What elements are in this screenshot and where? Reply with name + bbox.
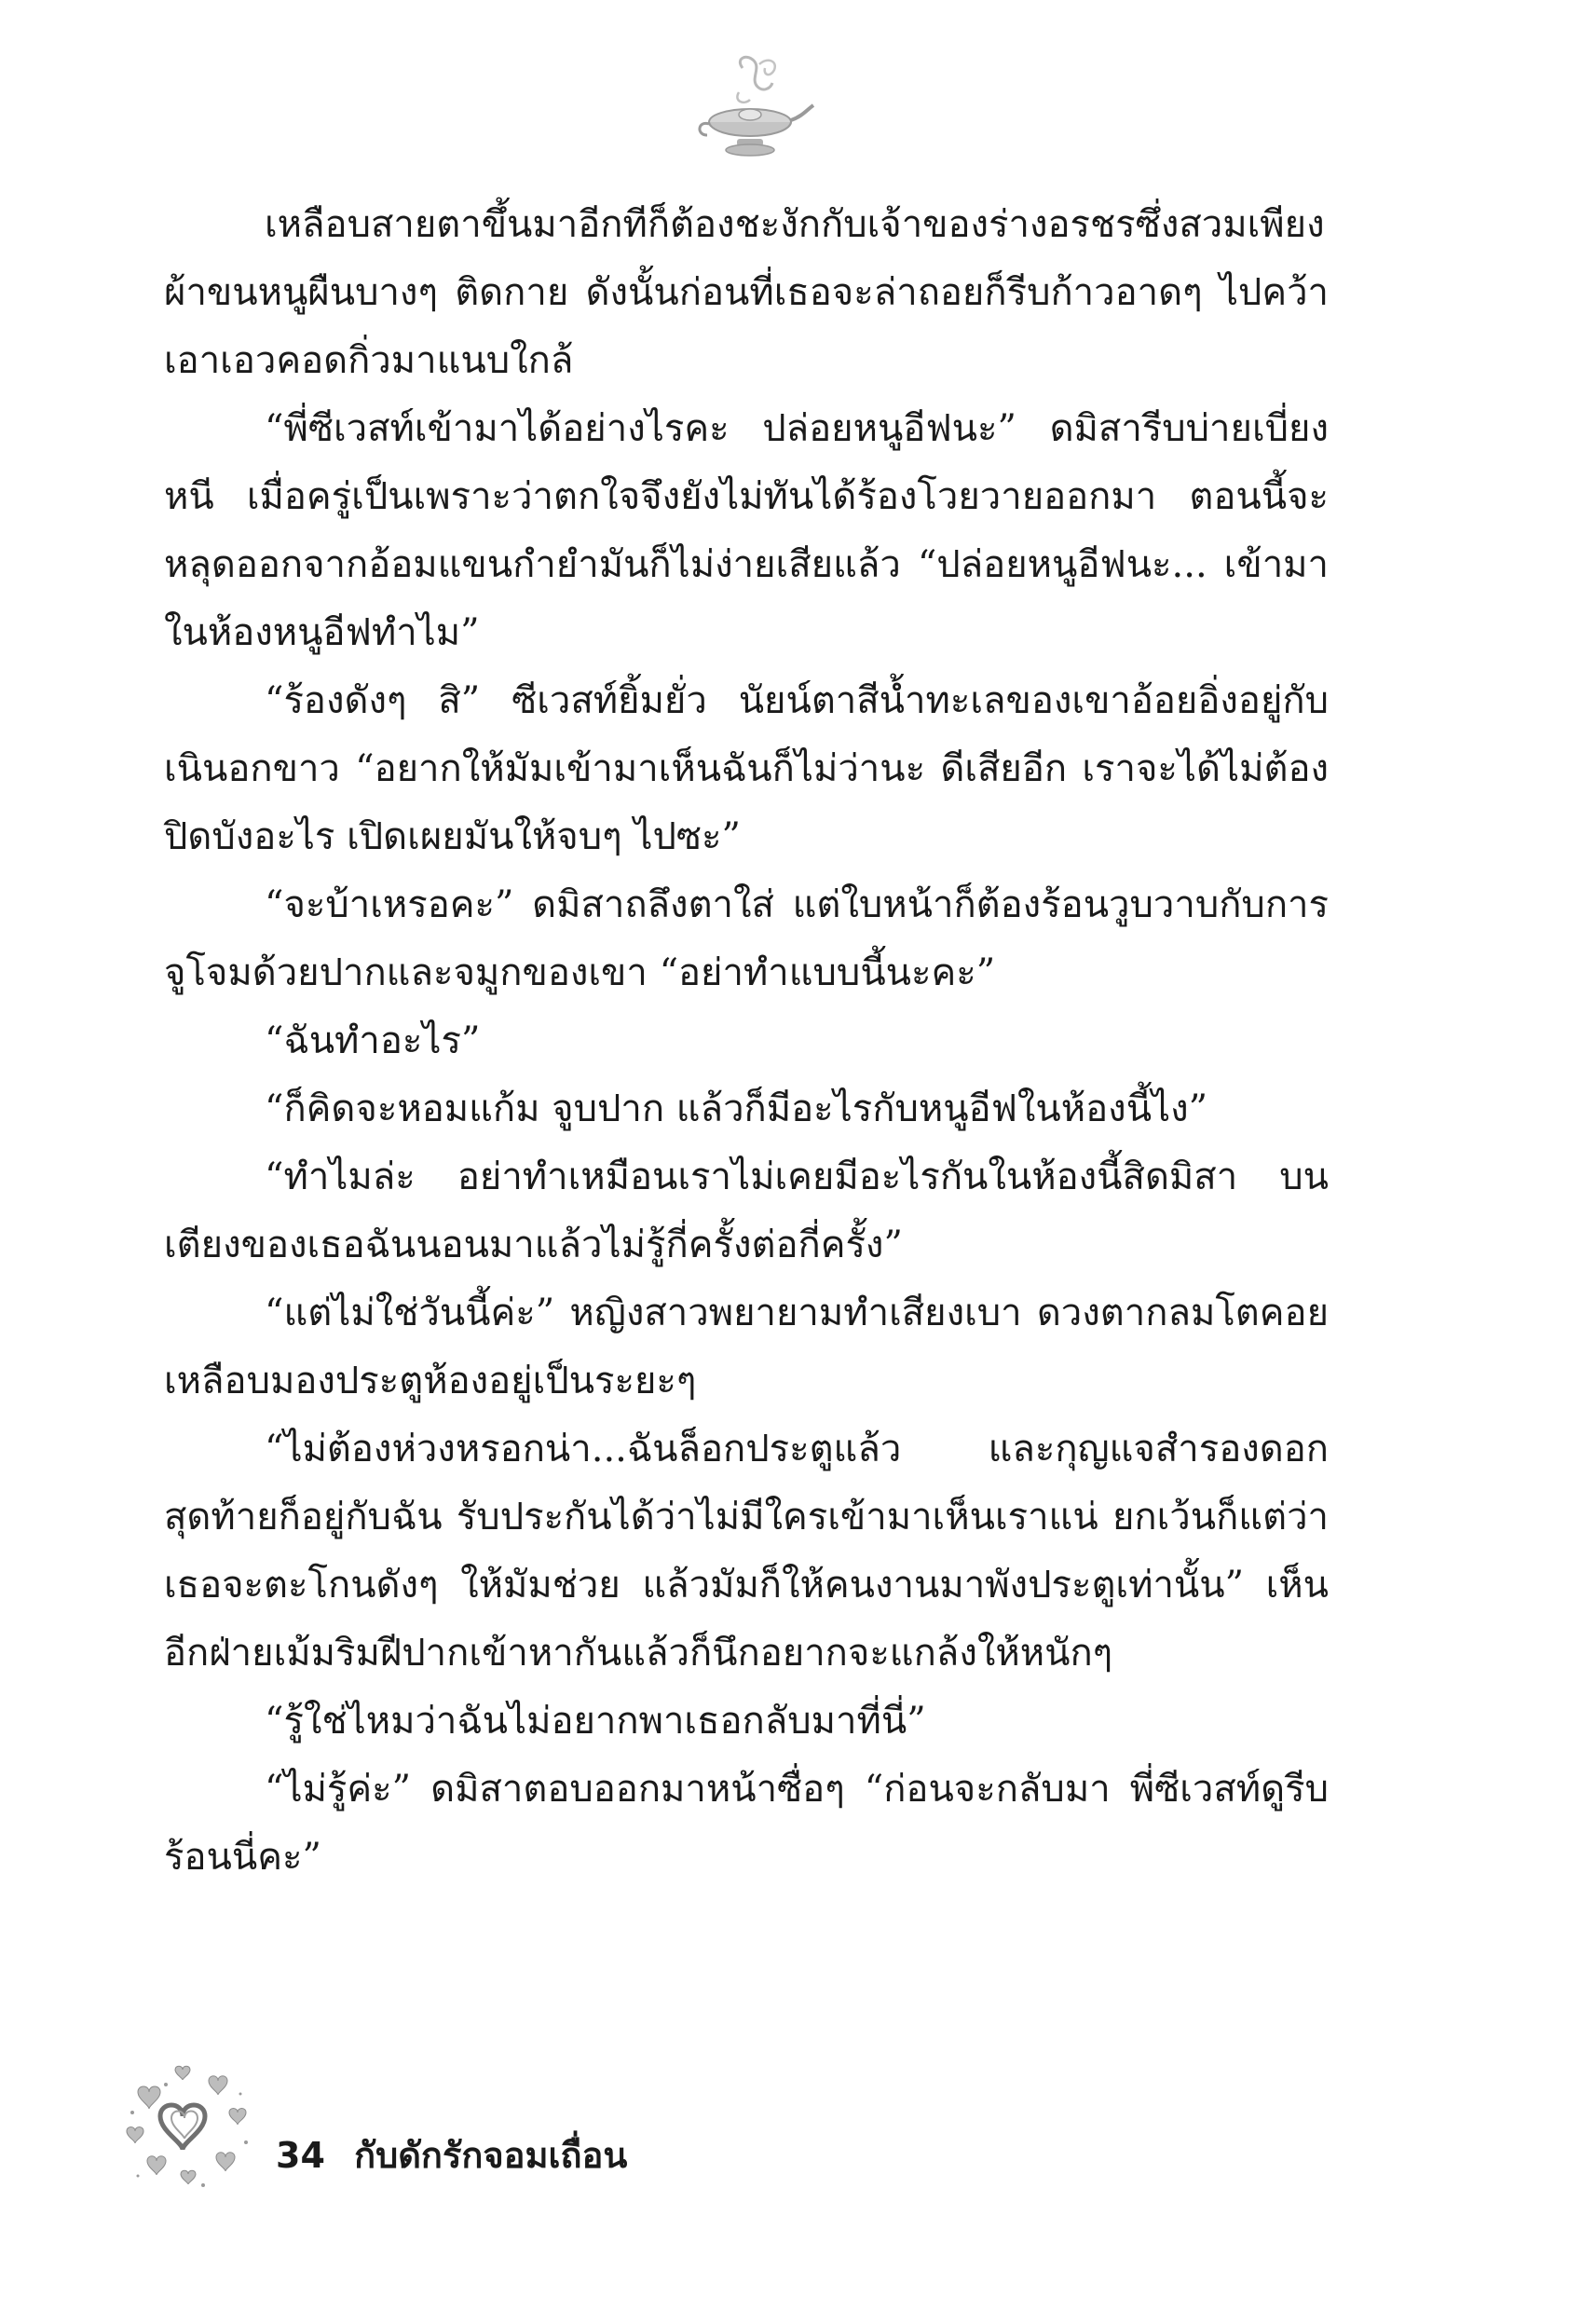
genie-lamp-icon [685, 51, 815, 168]
paragraph: “ร้องดังๆ สิ” ซีเวสท์ยิ้มยั่ว นัยน์ตาสีน้ำทะเลของเขาอ้อยอิ่งอยู่กับเนินอกขาว “อยากให้มัมเข้ามาเห็นฉันก็ไม่ว่านะ ดีเสียอีก เราจะได้ไม่ต้องปิดบังอะไร เปิดเผยมันให้จบๆ ไปซะ” [164, 679, 1329, 858]
body-text [164, 191, 1329, 1892]
paragraph: “ก็คิดจะหอมแก้ม จูบปาก แล้วก็มีอะไรกับหนูอีฟในห้องนี้ไง” [265, 1087, 1208, 1130]
paragraph: “ฉันทำอะไร” [265, 1019, 481, 1062]
page-number: 34 [276, 2135, 325, 2176]
page-footer [276, 2126, 627, 2183]
paragraph: “ไม่ต้องห่วงหรอกน่า...ฉันล็อกประตูแล้ว และกุญแจสำรองดอกสุดท้ายก็อยู่กับฉัน รับประกันได้ว่าไม่มีใครเข้ามาเห็นเราแน่ ยกเว้นก็แต่ว่าเธอจะตะโกนดังๆ ให้มัมช่วย แล้วมัมก็ให้คนงานมาพังประตูเท่านั้น” เห็นอีกฝ่ายเม้มริมฝีปากเข้าหากันแล้วก็นึกอยากจะแกล้งให้หนักๆ [164, 1428, 1329, 1675]
paragraph: “ไม่รู้ค่ะ” ดมิสาตอบออกมาหน้าซื่อๆ “ก่อนจะกลับมา พี่ซีเวสท์ดูรีบร้อนนี่คะ” [164, 1768, 1329, 1879]
hearts-wreath-icon [119, 2064, 257, 2195]
paragraph: “จะบ้าเหรอคะ” ดมิสาถลึงตาใส่ แต่ใบหน้าก็ต้องร้อนวูบวาบกับการจูโจมด้วยปากและจมูกของเขา “อย่าทำแบบนี้นะคะ” [164, 883, 1329, 994]
paragraph: “ทำไมล่ะ อย่าทำเหมือนเราไม่เคยมีอะไรกันในห้องนี้สิดมิสา บนเตียงของเธอฉันนอนมาแล้วไม่รู้กี่ครั้งต่อกี่ครั้ง” [164, 1156, 1329, 1266]
book-title: กับดักรักจอมเถื่อน [354, 2135, 628, 2176]
paragraph: เหลือบสายตาขึ้นมาอีกทีก็ต้องชะงักกับเจ้าของร่างอรชรซึ่งสวมเพียงผ้าขนหนูผืนบางๆ ติดกาย ดังนั้นก่อนที่เธอจะล่าถอยก็รีบก้าวอาดๆ ไปคว้าเอาเอวคอดกิ่วมาแนบใกล้ [164, 203, 1329, 382]
paragraph: “แต่ไม่ใช่วันนี้ค่ะ” หญิงสาวพยายามทำเสียงเบา ดวงตากลมโตคอยเหลือบมองประตูห้องอยู่เป็นระยะๆ [164, 1292, 1329, 1402]
paragraph: “รู้ใช่ไหมว่าฉันไม่อยากพาเธอกลับมาที่นี่” [265, 1700, 926, 1743]
paragraph: “พี่ซีเวสท์เข้ามาได้อย่างไรคะ ปล่อยหนูอีฟนะ” ดมิสารีบบ่ายเบี่ยงหนี เมื่อครู่เป็นเพราะว่าตกใจจึงยังไม่ทันได้ร้องโวยวายออกมา ตอนนี้จะหลุดออกจากอ้อมแขนกำยำมันก็ไม่ง่ายเสียแล้ว “ปล่อยหนูอีฟนะ... เข้ามาในห้องหนูอีฟทำไม” [164, 407, 1329, 654]
